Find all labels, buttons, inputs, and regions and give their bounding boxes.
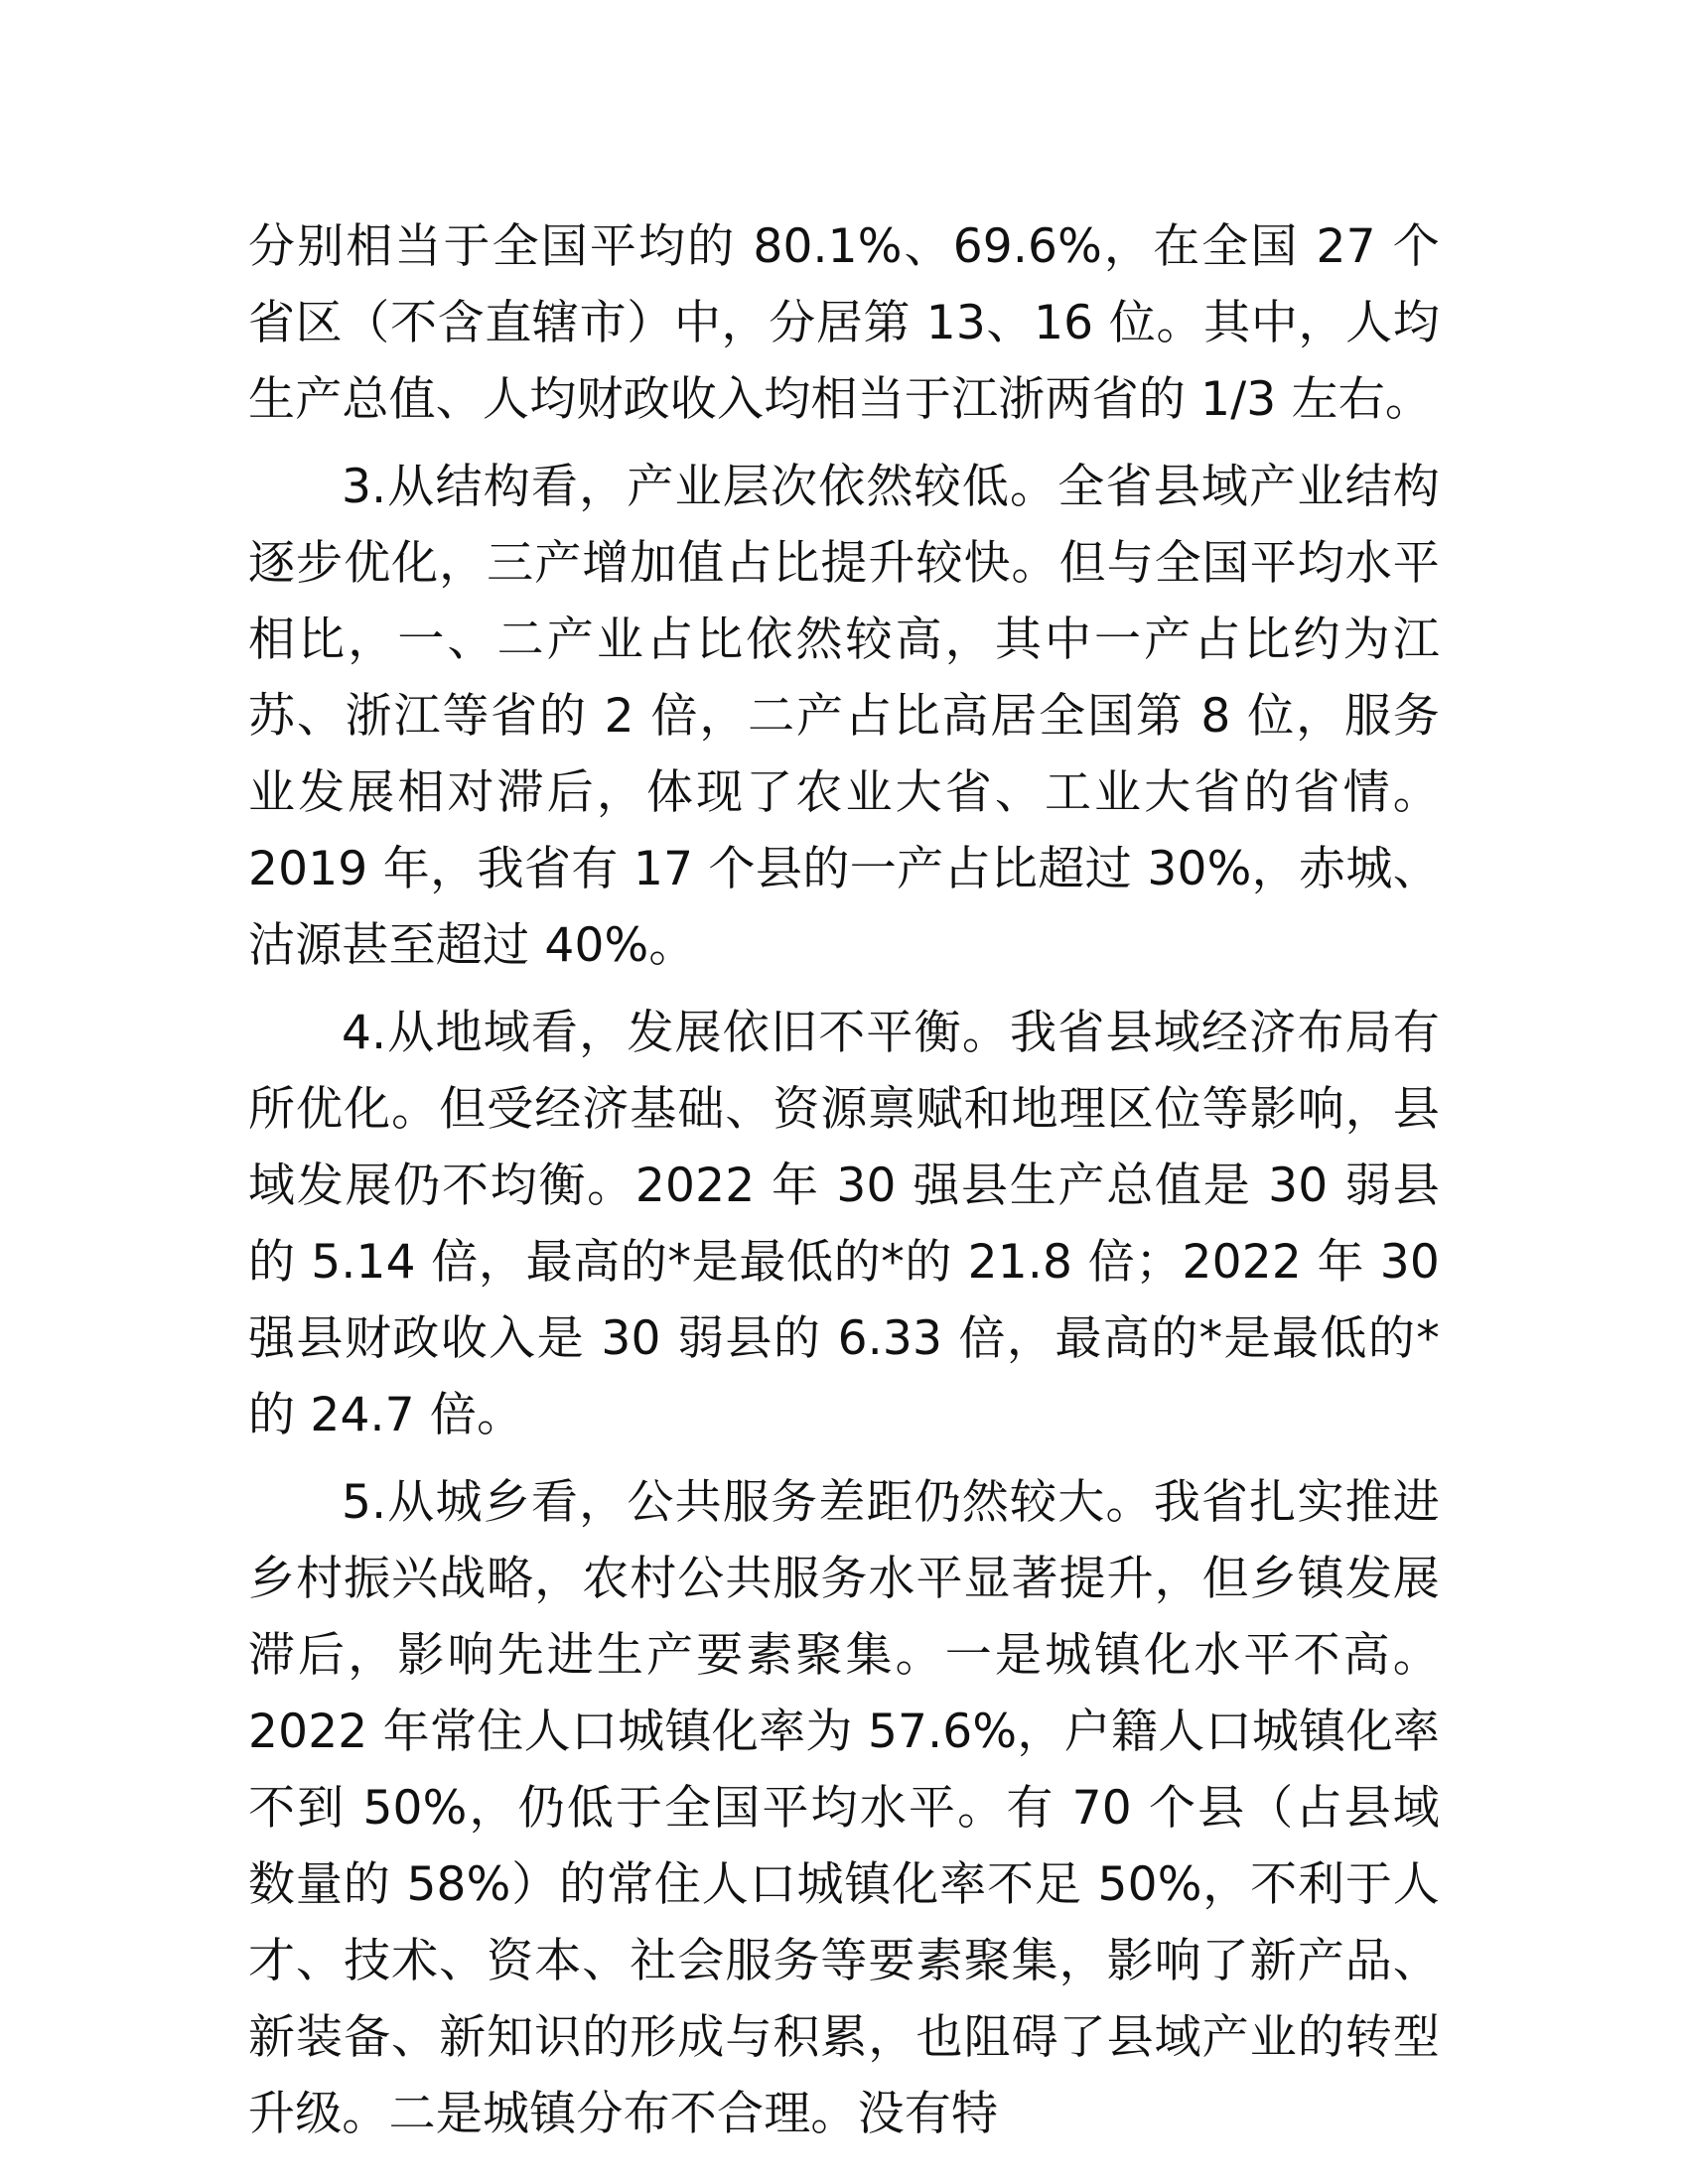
paragraph-continuation: 分别相当于全国平均的 80.1%、69.6%，在全国 27 个省区（不含直辖市）中，分居第 13、16 位。其中，人均生产总值、人均财政收入均相当于江浙两省的 1/3 左右。 (248, 219, 1440, 427)
paragraph-region: 4.从地域看，发展依旧不平衡。我省县域经济布局有所优化。但受经济基础、资源禀赋和地理区位等影响，县域发展仍不均衡。2022 年 30 强县生产总值是 30 弱县的 5.14 倍，最高的*是最低的*的 21.8 倍；2022 年 30 强县财政收入是 30 弱县的 6.33 倍，最高的*是最低的*的 24.7 倍。 (248, 1006, 1440, 1442)
paragraph-structure: 3.从结构看，产业层次依然较低。全省县域产业结构逐步优化，三产增加值占比提升较快。但与全国平均水平相比，一、二产业占比依然较高，其中一产占比约为江苏、浙江等省的 2 倍，二产占比高居全国第 8 位，服务业发展相对滞后，体现了农业大省、工业大省的省情。2019 年，我省有 17 个县的一产占比超过 30%，赤城、沽源甚至超过 40%。 (248, 460, 1440, 973)
paragraph-urban-rural: 5.从城乡看，公共服务差距仍然较大。我省扎实推进乡村振兴战略，农村公共服务水平显著提升，但乡镇发展滞后，影响先进生产要素聚集。一是城镇化水平不高。2022 年常住人口城镇化率为 57.6%，户籍人口城镇化率不到 50%，仍低于全国平均水平。有 70 个县（占县域数量的 58%）的常住人口城镇化率不足 50%，不利于人才、技术、资本、社会服务等要素聚集，影响了新产品、新装备、新知识的形成与积累，也阻碍了县域产业的转型升级。二是城镇分布不合理。没有特 (248, 1475, 1440, 2141)
document-body (248, 208, 1440, 2152)
